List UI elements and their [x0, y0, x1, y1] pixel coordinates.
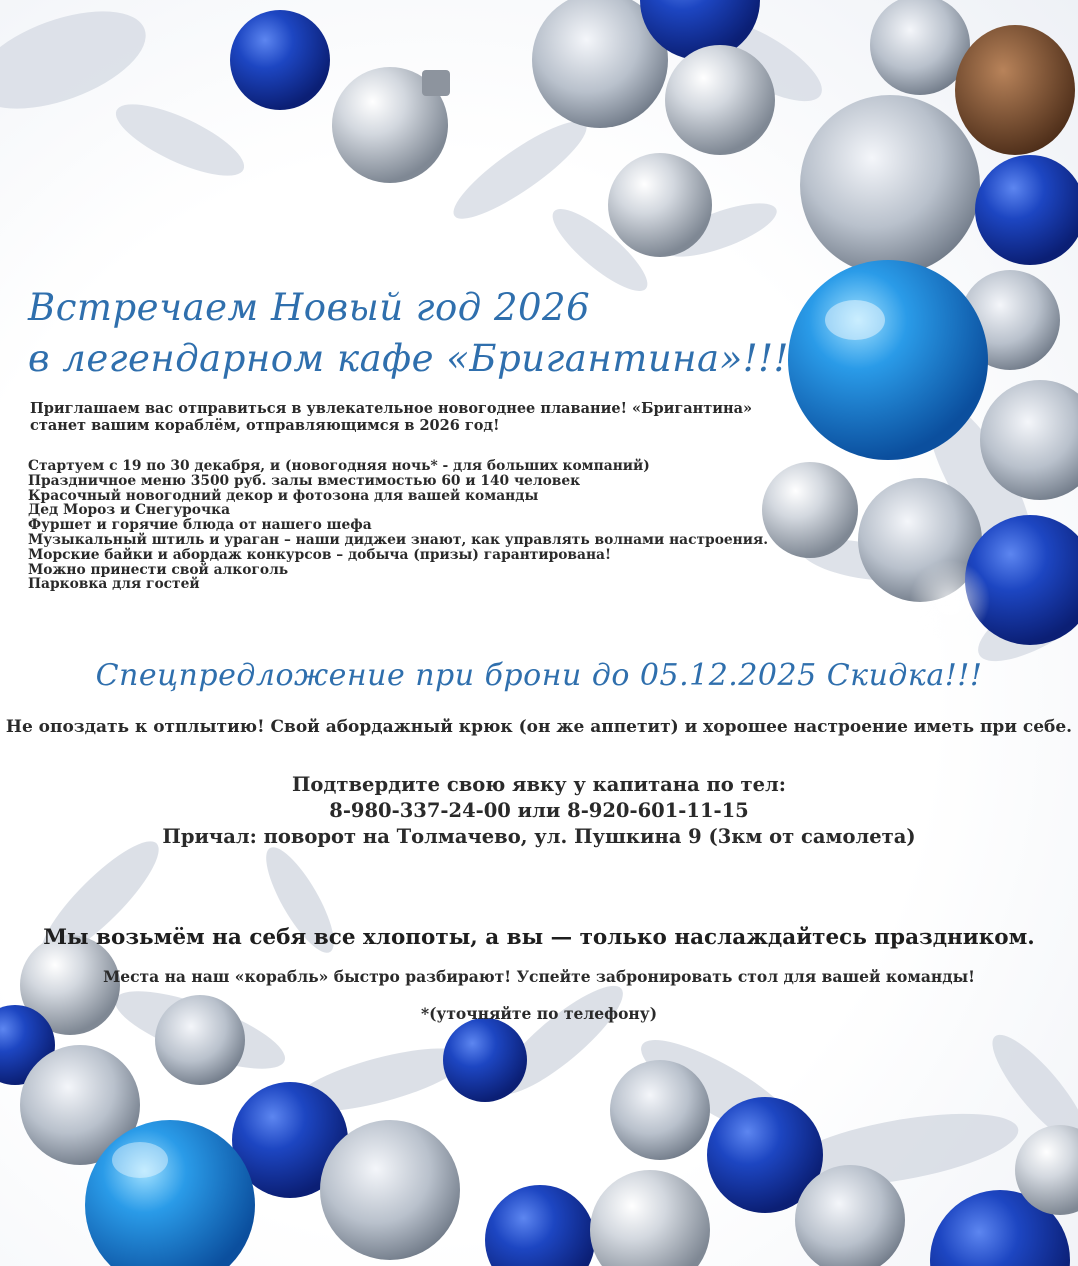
address-text: Причал: поворот на Толмачево, ул. Пушкина 9 (3км от самолета): [162, 825, 916, 848]
list-item: Красочный новогодний декор и фотозона для вашей команды: [28, 487, 539, 504]
heading-line-2: в легендарном кафе «Бригантина»!!!: [28, 337, 789, 380]
list-item: Дед Мороз и Снегурочка: [28, 502, 231, 519]
heading-line-1: Встречаем Новый год 2026: [28, 286, 591, 329]
list-item: Стартуем с 19 по 30 декабря, и (новогодняя ночь* - для больших компаний): [28, 458, 650, 474]
features-list: [28, 459, 768, 592]
intro-text: Приглашаем вас отправиться в увлекательное новогоднее плавание! «Бригантина» станет вашим кораблём, отправляющимся в 2026 год!: [30, 400, 753, 434]
list-item: Можно принести свой алкоголь: [28, 561, 289, 578]
advice-text: Не опоздать к отплытию! Свой абордажный крюк (он же аппетит) и хорошее настроение иметь при себе.: [5, 717, 1073, 737]
list-item: Парковка для гостей: [28, 576, 200, 593]
booking-urge-text: Места на наш «корабль» быстро разбирают! Успейте забронировать стол для вашей команды!: [103, 967, 975, 986]
list-item: Морские байки и абордаж конкурсов – добыча (призы) гарантирована!: [28, 546, 612, 563]
phone-numbers: 8-980-337-24-00 или 8-920-601-11-15: [329, 799, 749, 822]
footnote-text: *(уточняйте по телефону): [420, 1004, 658, 1023]
list-item: Музыкальный штиль и ураган – наши диджеи знают, как управлять волнами настроения.: [28, 531, 769, 548]
contact-block: [0, 772, 1078, 850]
list-item: Фуршет и горячие блюда от нашего шефа: [28, 517, 372, 534]
special-offer: Спецпредложение при брони до 05.12.2025 Скидка!!!: [95, 658, 983, 693]
confirm-text: Подтвердите свою явку у капитана по тел:: [292, 773, 786, 796]
list-item: Праздничное меню 3500 руб. залы вместимостью 60 и 140 человек: [28, 472, 581, 489]
slogan-text: Мы возьмём на себя все хлопоты, а вы — только наслаждайтесь праздником.: [43, 925, 1035, 950]
